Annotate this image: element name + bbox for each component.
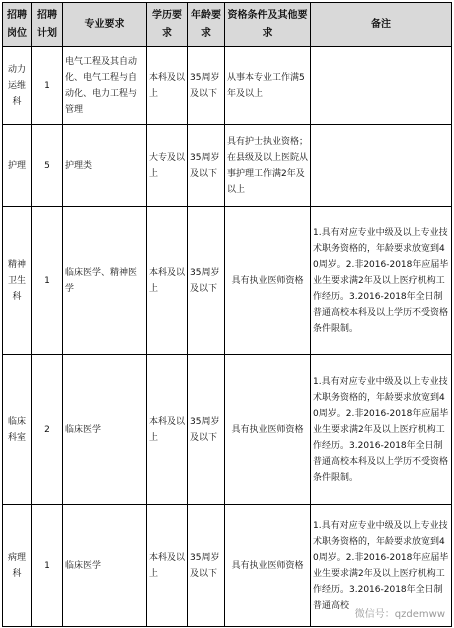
cell-major: 护理类 [63, 125, 147, 207]
cell-count: 1 [32, 505, 63, 627]
table-row [3, 207, 452, 355]
cell-position: 精神卫生科 [3, 207, 32, 355]
cell-major: 临床医学、精神医学 [63, 207, 147, 355]
header-education: 学历要求 [147, 3, 188, 47]
watermark: 微信号：qzdemww [352, 605, 448, 620]
cell-major: 电气工程及其自动化、电气工程与自动化、电力工程与管理 [63, 47, 147, 125]
cell-qualification: 从事本专业工作满5年及以上 [225, 47, 311, 125]
cell-age: 35周岁及以下 [188, 505, 225, 627]
table-row [3, 47, 452, 125]
table-header-row [3, 3, 452, 47]
cell-position: 动力运维科 [3, 47, 32, 125]
cell-education: 本科及以上 [147, 207, 188, 355]
cell-qualification: 具有执业医师资格 [225, 505, 311, 627]
cell-major: 临床医学 [63, 505, 147, 627]
cell-education: 本科及以上 [147, 47, 188, 125]
header-age: 年龄要求 [188, 3, 225, 47]
cell-qualification: 具有执业医师资格 [225, 355, 311, 505]
cell-notes: 1.具有对应专业中级及以上专业技术职务资格的，年龄要求放宽到40周岁。2.非2016-2018年应届毕业生要求满2年及以上医疗机构工作经历。3.2016-2018年全日制普通高校本科及以上学历不受资格条件限制。 [311, 355, 452, 505]
cell-count: 1 [32, 47, 63, 125]
cell-notes: 1.具有对应专业中级及以上专业技术职务资格的，年龄要求放宽到40周岁。2.非2016-2018年应届毕业生要求满2年及以上医疗机构工作经历。3.2016-2018年全日制普通高校本科及以上学历不受资格条件限制。 [311, 207, 452, 355]
header-count: 招聘计划 [32, 3, 63, 47]
recruitment-table [2, 2, 452, 627]
header-notes: 备注 [311, 3, 452, 47]
header-major: 专业要求 [63, 3, 147, 47]
cell-age: 35周岁及以下 [188, 125, 225, 207]
cell-position: 临床科室 [3, 355, 32, 505]
cell-count: 1 [32, 207, 63, 355]
table-row [3, 355, 452, 505]
cell-count: 2 [32, 355, 63, 505]
cell-education: 大专及以上 [147, 125, 188, 207]
cell-notes [311, 125, 452, 207]
cell-major: 临床医学 [63, 355, 147, 505]
cell-education: 本科及以上 [147, 505, 188, 627]
cell-position: 病理科 [3, 505, 32, 627]
cell-age: 35周岁及以下 [188, 355, 225, 505]
table-row [3, 125, 452, 207]
cell-qualification: 具有执业医师资格 [225, 207, 311, 355]
cell-notes [311, 47, 452, 125]
cell-notes: 1.具有对应专业中级及以上专业技术职务资格的，年龄要求放宽到40周岁。2.非2016-2018年应届毕业生要求满2年及以上医疗机构工作经历。3.2016-2018年全日制普通高校 [311, 505, 452, 627]
cell-education: 本科及以上 [147, 355, 188, 505]
cell-age: 35周岁及以下 [188, 207, 225, 355]
cell-qualification: 具有护士执业资格；在县级及以上医院从事护理工作满2年及以上 [225, 125, 311, 207]
header-qualification: 资格条件及其他要求 [225, 3, 311, 47]
cell-age: 35周岁及以下 [188, 47, 225, 125]
cell-position: 护理 [3, 125, 32, 207]
cell-count: 5 [32, 125, 63, 207]
header-position: 招聘岗位 [3, 3, 32, 47]
